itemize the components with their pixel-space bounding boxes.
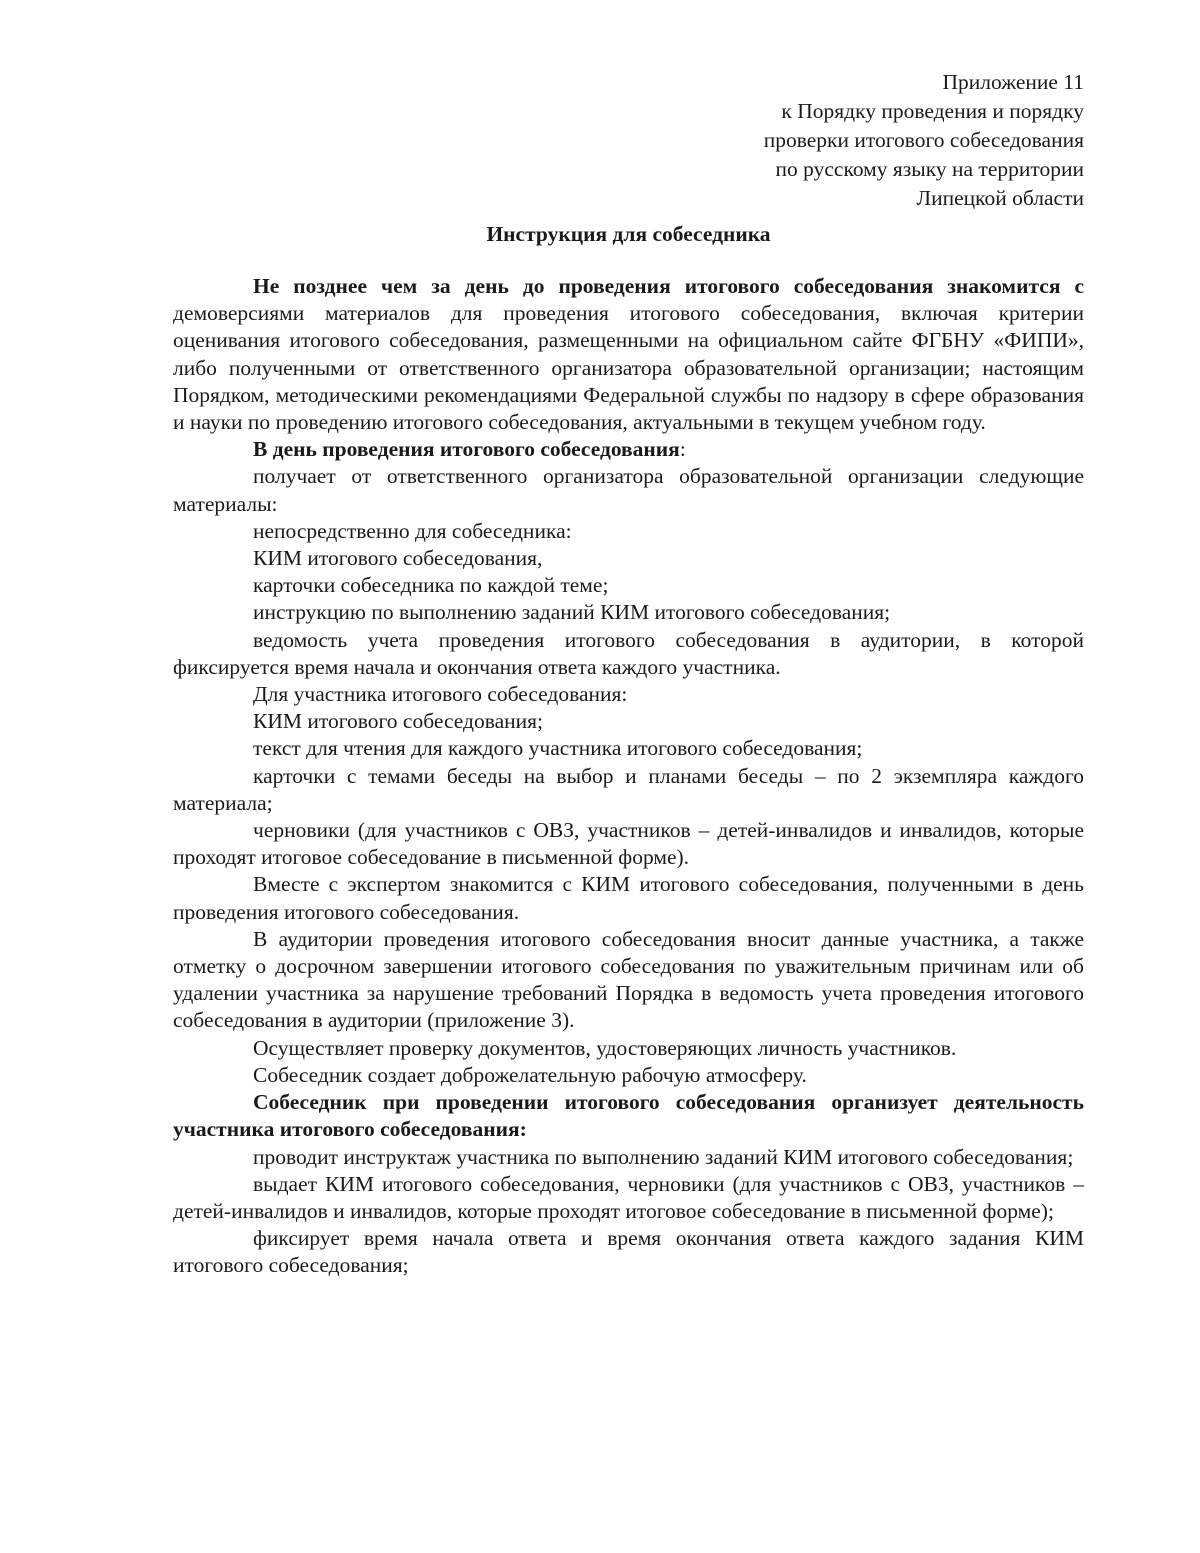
paragraph-14: Вместе с экспертом знакомится с КИМ итогового собеседования, полученными в день проведения итогового собеседования. (173, 872, 1084, 924)
paragraph-2-bold: В день проведения итогового собеседования (253, 437, 680, 462)
paragraph-1-bold: Не позднее чем за день до проведения итогового собеседования знакомится с (253, 274, 1084, 298)
paragraph-7: инструкцию по выполнению заданий КИМ итогового собеседования; (253, 600, 891, 625)
annex-line-2: к Порядку проведения и порядку (781, 99, 1084, 123)
paragraph-8: ведомость учета проведения итогового собеседования в аудитории, в которой фиксируется время начала и окончания ответа каждого участника. (173, 627, 1084, 679)
document-title: Инструкция для собеседника (486, 222, 771, 246)
annex-line-3: проверки итогового собеседования (763, 128, 1084, 152)
paragraph-12: карточки с темами беседы на выбор и планами беседы – по 2 экземпляра каждого материала; (173, 763, 1084, 815)
paragraph-13: черновики (для участников с ОВЗ, участников – детей-инвалидов и инвалидов, которые проходят итоговое собеседование в письменной форме). (173, 818, 1084, 870)
paragraph-6: карточки собеседника по каждой теме; (253, 573, 609, 598)
paragraph-16: Осуществляет проверку документов, удостоверяющих личность участников. (253, 1035, 957, 1060)
paragraph-18: Собеседник при проведении итогового собеседования организует деятельность участника итогового собеседования: (173, 1090, 1084, 1142)
document-body (173, 273, 1084, 1280)
annex-line-4: по русскому языку на территории (775, 157, 1084, 181)
paragraph-9: Для участника итогового собеседования: (253, 682, 628, 707)
paragraph-19: проводит инструктаж участника по выполнению заданий КИМ итогового собеседования; (253, 1144, 1074, 1169)
paragraph-15: В аудитории проведения итогового собеседования вносит данные участника, а также отметку о досрочном завершении итогового собеседования по уважительным причинам или об удалении участника за нарушение требований Порядка в ведомость учета проведения итогового собеседования в аудитории (приложение 3). (173, 926, 1084, 1033)
paragraph-1 (173, 273, 1084, 436)
paragraph-10: КИМ итогового собеседования; (253, 709, 543, 734)
paragraph-3: получает от ответственного организатора образовательной организации следующие материалы: (173, 464, 1084, 516)
annex-line-5: Липецкой области (916, 186, 1084, 210)
paragraph-2 (173, 436, 1084, 463)
annex-header (173, 68, 1084, 213)
paragraph-21: фиксирует время начала ответа и время окончания ответа каждого задания КИМ итогового собеседования; (173, 1226, 1084, 1278)
paragraph-20: выдает КИМ итогового собеседования, черновики (для участников с ОВЗ, участников – детей-инвалидов и инвалидов, которые проходят итоговое собеседование в письменной форме); (173, 1171, 1084, 1223)
paragraph-1-text: демоверсиями материалов для проведения итогового собеседования, включая критерии оценивания итогового собеседования, размещенными на официальном сайте ФГБНУ «ФИПИ», либо полученными от ответственного организатора образовательной организации; настоящим Порядком, методическими рекомендациями Федеральной службы по надзору в сфере образования и науки по проведению итогового собеседования, актуальными в текущем учебном году. (173, 301, 1084, 435)
paragraph-5: КИМ итогового собеседования, (253, 546, 543, 571)
annex-line-1: Приложение 11 (942, 70, 1084, 94)
paragraph-17: Собеседник создает доброжелательную рабочую атмосферу. (253, 1062, 807, 1087)
paragraph-2-text: : (679, 437, 686, 462)
document-page (173, 68, 1084, 1280)
paragraph-4: непосредственно для собеседника: (253, 518, 572, 543)
paragraph-11: текст для чтения для каждого участника итогового собеседования; (253, 736, 863, 761)
